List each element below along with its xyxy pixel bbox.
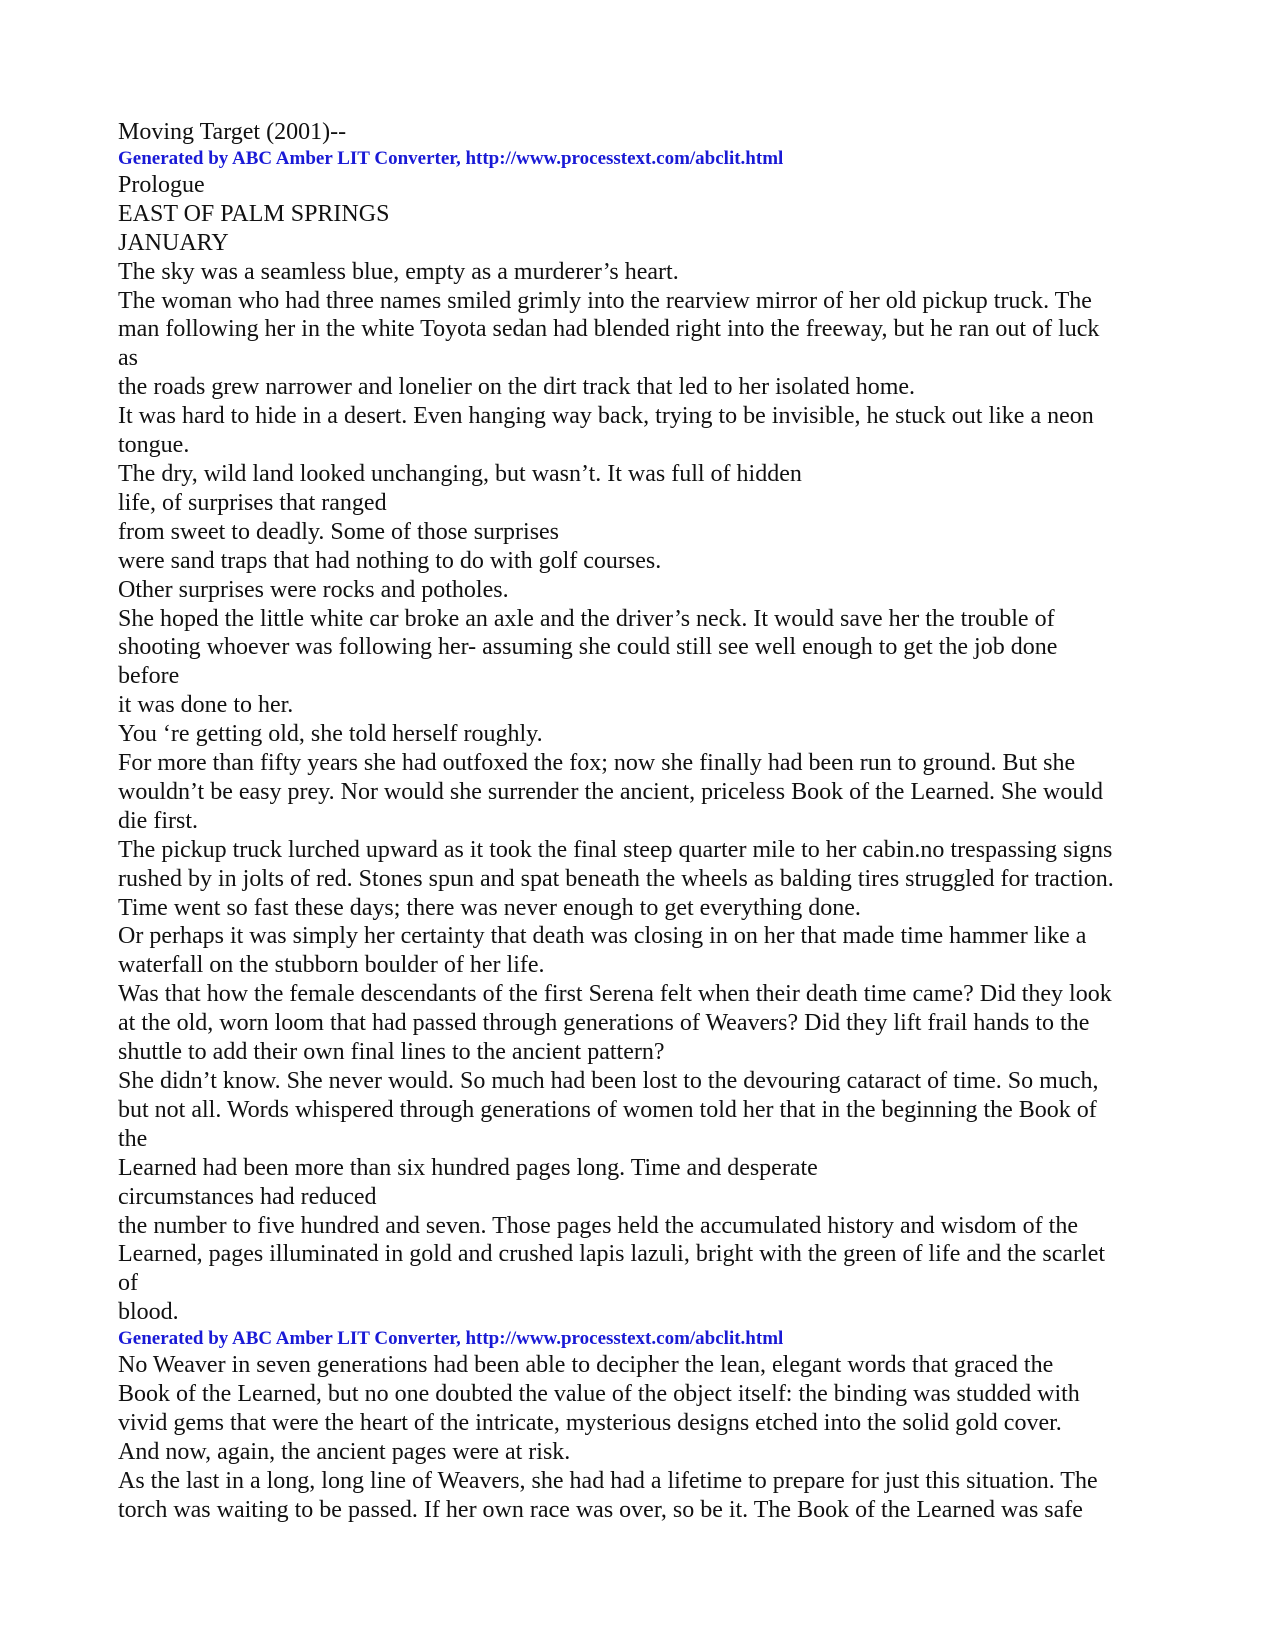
text-line: The sky was a seamless blue, empty as a murderer’s heart. [118, 258, 679, 285]
text-line: It was hard to hide in a desert. Even hanging way back, trying to be invisible, he stuck out like a neon [118, 403, 1094, 430]
text-line: For more than fifty years she had outfoxed the fox; now she finally had been run to ground. But she [118, 750, 1076, 777]
text-line: Was that how the female descendants of the first Serena felt when their death time came? Did they look [118, 981, 1112, 1008]
text-line: the [118, 1125, 148, 1152]
text-line: life, of surprises that ranged [118, 489, 387, 516]
text-line: shooting whoever was following her- assuming she could still see well enough to get the job done [118, 634, 1058, 661]
text-line: shuttle to add their own final lines to the ancient pattern? [118, 1039, 665, 1066]
text-line: the roads grew narrower and lonelier on the dirt track that led to her isolated home. [118, 374, 916, 401]
text-line: You ‘re getting old, she told herself roughly. [118, 721, 543, 748]
text-line: as [118, 345, 138, 372]
text-line: vivid gems that were the heart of the intricate, mysterious designs etched into the solid gold cover. [118, 1409, 1062, 1436]
generator-notice-top: Generated by ABC Amber LIT Converter, http://www.processtext.com/abclit.html [118, 147, 784, 169]
document-title: Moving Target (2001)-- [118, 119, 347, 145]
text-line: She didn’t know. She never would. So much had been lost to the devouring cataract of time. So much, [118, 1068, 1099, 1094]
text-line: it was done to her. [118, 692, 294, 719]
text-line: circumstances had reduced [118, 1183, 377, 1210]
text-line: Other surprises were rocks and potholes. [118, 576, 509, 603]
text-line: JANUARY [118, 229, 229, 256]
text-line: Prologue [118, 171, 205, 198]
text-line: man following her in the white Toyota sedan had blended right into the freeway, but he ran out of luck [118, 316, 1100, 343]
text-line: torch was waiting to be passed. If her own race was over, so be it. The Book of the Learned was safe [118, 1496, 1083, 1523]
text-line: Learned, pages illuminated in gold and crushed lapis lazuli, bright with the green of life and the scarlet [118, 1241, 1106, 1268]
text-line: Or perhaps it was simply her certainty that death was closing in on her that made time hammer like a [118, 923, 1087, 950]
text-line: blood. [118, 1299, 179, 1326]
document-page [118, 118, 1170, 1525]
text-line: The pickup truck lurched upward as it took the final steep quarter mile to her cabin.no trespassing signs [118, 836, 1113, 863]
text-line: waterfall on the stubborn boulder of her life. [118, 952, 545, 979]
text-line: were sand traps that had nothing to do with golf courses. [118, 547, 662, 574]
text-line: The woman who had three names smiled grimly into the rearview mirror of her old pickup truck. The [118, 287, 1092, 314]
text-line: Book of the Learned, but no one doubted the value of the object itself: the binding was studded with [118, 1381, 1080, 1408]
text-line: No Weaver in seven generations had been able to decipher the lean, elegant words that graced the [118, 1352, 1054, 1379]
text-line: Time went so fast these days; there was never enough to get everything done. [118, 894, 861, 921]
generator-notice-middle: Generated by ABC Amber LIT Converter, http://www.processtext.com/abclit.html [118, 1328, 784, 1350]
text-line: She hoped the little white car broke an axle and the driver’s neck. It would save her the trouble of [118, 605, 1055, 632]
text-line: the number to five hundred and seven. Those pages held the accumulated history and wisdom of the [118, 1212, 1078, 1239]
text-line: EAST OF PALM SPRINGS [118, 200, 390, 227]
text-line: tongue. [118, 432, 190, 459]
text-line: from sweet to deadly. Some of those surprises [118, 518, 560, 545]
text-line: The dry, wild land looked unchanging, but wasn’t. It was full of hidden [118, 460, 802, 487]
text-line: before [118, 663, 180, 690]
text-line: die first. [118, 807, 198, 834]
text-line: but not all. Words whispered through generations of women told her that in the beginning the Book of [118, 1096, 1097, 1123]
text-line: rushed by in jolts of red. Stones spun and spat beneath the wheels as balding tires struggled for traction. [118, 865, 1114, 892]
text-line: Learned had been more than six hundred pages long. Time and desperate [118, 1154, 818, 1181]
text-line: And now, again, the ancient pages were at risk. [118, 1438, 571, 1465]
text-line: at the old, worn loom that had passed through generations of Weavers? Did they lift frail hands to the [118, 1010, 1090, 1037]
text-line: of [118, 1270, 138, 1297]
text-line: As the last in a long, long line of Weavers, she had had a lifetime to prepare for just this situation. The [118, 1467, 1098, 1494]
text-line: wouldn’t be easy prey. Nor would she surrender the ancient, priceless Book of the Learned. She would [118, 778, 1104, 805]
